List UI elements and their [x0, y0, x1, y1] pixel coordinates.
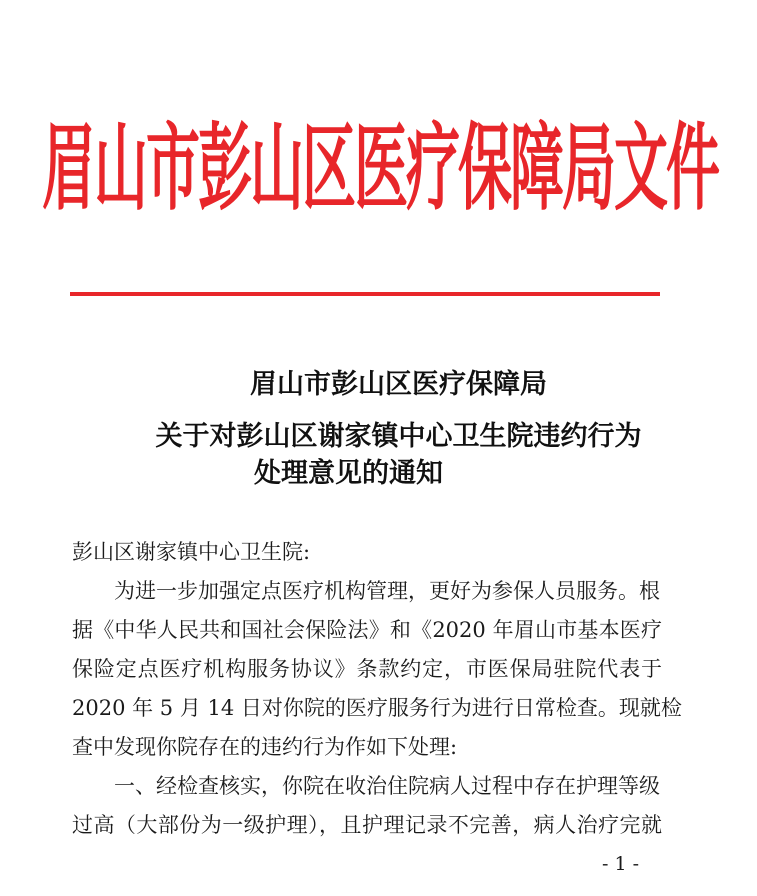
doc-title-line-3: 处理意见的通知	[254, 458, 443, 489]
document-header-title: 眉山市彭山区医疗保障局文件	[42, 110, 718, 223]
doc-title-line-2: 关于对彭山区谢家镇中心卫生院违约行为	[155, 421, 642, 452]
page-number: - 1 -	[602, 853, 640, 875]
body-line: 据《中华人民共和国社会保险法》和《2020 年眉山市基本医疗	[72, 618, 662, 642]
body-line: 过高（大部份为一级护理），且护理记录不完善，病人治疗完就	[72, 813, 662, 837]
body-line: 2020 年 5 月 14 日对你院的医疗服务行为进行日常检查。现就检	[72, 696, 682, 720]
body-line: 一、经检查核实，你院在收治住院病人过程中存在护理等级	[72, 774, 660, 798]
doc-title-line-1: 眉山市彭山区医疗保障局	[250, 369, 547, 400]
body-line: 查中发现你院存在的违约行为作如下处理:	[72, 735, 458, 759]
header-divider	[70, 292, 660, 296]
body-line: 保险定点医疗机构服务协议》条款约定，市医保局驻院代表于	[72, 657, 662, 681]
salutation: 彭山区谢家镇中心卫生院:	[72, 540, 311, 564]
body-line: 为进一步加强定点医疗机构管理，更好为参保人员服务。根	[72, 579, 660, 603]
